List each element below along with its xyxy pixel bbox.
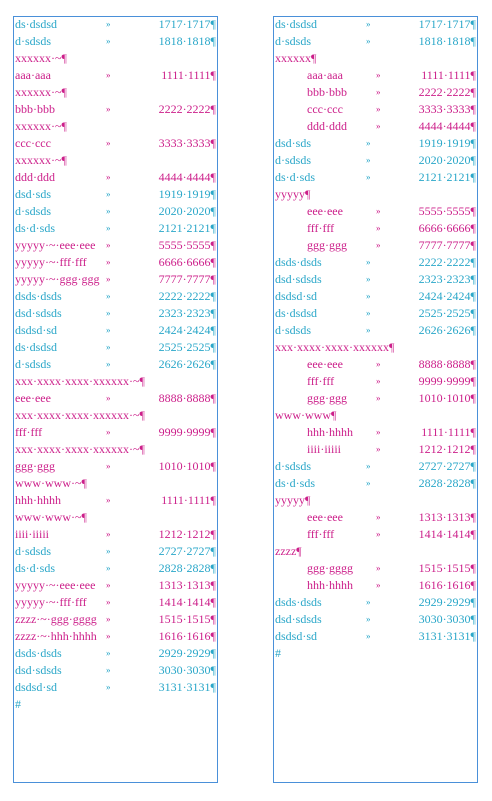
tab-marker-icon: » [106,631,111,641]
line-text: dsd·sdsds [15,306,62,320]
line-text: d·sdsds [275,153,312,167]
text-line[interactable] [274,305,477,322]
tab-marker-icon: » [106,580,111,590]
line-number-value: 1212·1212¶ [418,442,476,456]
line-text: xxx·xxxx·xxxx·xxxxxx¶ [275,340,395,354]
line-number-value: 2222·2222¶ [418,255,476,269]
text-line[interactable] [274,645,477,662]
line-text: # [275,646,281,660]
text-line[interactable] [14,577,217,594]
line-number-value: 2929·2929¶ [158,646,216,660]
text-line[interactable] [14,271,217,288]
text-line[interactable] [14,135,217,152]
text-line[interactable] [14,560,217,577]
tab-marker-icon: » [366,257,371,267]
line-text: fff·fff [307,374,335,388]
text-line[interactable] [274,135,477,152]
text-line[interactable] [14,50,217,67]
text-line[interactable] [274,390,477,407]
line-number-value: 8888·8888¶ [158,391,216,405]
line-text: dsdsd·sd [15,680,58,694]
tab-marker-icon: » [106,19,111,29]
line-text: dsd·sds [15,187,52,201]
text-line[interactable] [274,237,477,254]
line-number-value: 2525·2525¶ [158,340,216,354]
line-number-value: 5555·5555¶ [158,238,216,252]
tab-marker-icon: » [376,223,381,233]
line-text: ggg·ggg [307,238,347,252]
line-text: ds·d·sds [275,476,316,490]
line-number-value: 2020·2020¶ [158,204,216,218]
line-number-value: 1616·1616¶ [418,578,476,592]
line-text: fff·fff [307,527,335,541]
tab-marker-icon: » [366,138,371,148]
text-line[interactable] [14,509,217,526]
text-line[interactable] [14,526,217,543]
text-line[interactable] [274,526,477,543]
line-text: d·sdsds [15,357,52,371]
line-number-value: 2727·2727¶ [418,459,476,473]
text-line[interactable] [274,33,477,50]
line-text: ccc·ccc [15,136,51,150]
tab-marker-icon: » [106,189,111,199]
line-text: xxxxxx¶ [275,51,317,65]
text-line[interactable] [274,424,477,441]
line-text: dsds·dsds [275,595,322,609]
line-number-value: 7777·7777¶ [418,238,476,252]
text-line[interactable] [274,441,477,458]
line-text: ggg·ggg [15,459,55,473]
line-number-value: 2929·2929¶ [418,595,476,609]
line-text: yyyyy¶ [275,187,311,201]
line-number-value: 2222·2222¶ [418,85,476,99]
line-text: zzzz·~·ggg·gggg [15,612,97,626]
line-text: yyyyy·~·eee·eee [15,578,96,592]
text-line[interactable] [274,322,477,339]
tab-marker-icon: » [106,240,111,250]
text-line[interactable] [274,611,477,628]
line-number-value: 2020·2020¶ [418,153,476,167]
line-text: xxx·xxxx·xxxx·xxxxxx·~¶ [15,408,145,422]
tab-marker-icon: » [106,461,111,471]
text-line[interactable] [14,628,217,645]
line-number-value: 2525·2525¶ [418,306,476,320]
line-text: eee·eee [15,391,51,405]
tab-marker-icon: » [106,308,111,318]
text-line[interactable] [14,186,217,203]
line-text: xxxxxx·~¶ [15,85,67,99]
line-number-value: 1414·1414¶ [418,527,476,541]
tab-marker-icon: » [106,70,111,80]
tab-marker-icon: » [366,155,371,165]
text-line[interactable] [14,696,217,713]
text-line[interactable] [14,237,217,254]
line-number-value: 2828·2828¶ [418,476,476,490]
line-number-value: 2323·2323¶ [418,272,476,286]
text-line[interactable] [274,254,477,271]
text-line[interactable] [14,339,217,356]
line-number-value: 1616·1616¶ [158,629,216,643]
line-number-value: 5555·5555¶ [418,204,476,218]
tab-marker-icon: » [376,240,381,250]
tab-marker-icon: » [106,138,111,148]
text-line[interactable] [274,67,477,84]
line-text: eee·eee [307,204,343,218]
line-text: yyyyy·~·fff·fff [15,255,87,269]
text-line[interactable] [14,288,217,305]
text-line[interactable] [14,322,217,339]
text-line[interactable] [274,492,477,509]
line-text: ds·d·sds [15,561,56,575]
tab-marker-icon: » [376,529,381,539]
text-line[interactable] [274,373,477,390]
tab-marker-icon: » [366,36,371,46]
line-number-value: 9999·9999¶ [418,374,476,388]
text-line[interactable] [14,645,217,662]
line-number-value: 1010·1010¶ [158,459,216,473]
tab-marker-icon: » [106,291,111,301]
line-number-value: 3030·3030¶ [158,663,216,677]
text-line[interactable] [274,152,477,169]
line-text: ds·dsdsd [15,17,58,31]
text-line[interactable] [14,152,217,169]
tab-marker-icon: » [376,512,381,522]
line-number-value: 1010·1010¶ [418,391,476,405]
tab-marker-icon: » [106,393,111,403]
line-text: xxxxxx·~¶ [15,119,67,133]
tab-marker-icon: » [366,308,371,318]
tab-marker-icon: » [106,529,111,539]
text-line[interactable] [14,101,217,118]
line-text: ddd·ddd [307,119,347,133]
text-line[interactable] [274,271,477,288]
text-line[interactable] [14,67,217,84]
tab-marker-icon: » [366,291,371,301]
line-text: ggg·ggg [307,391,347,405]
line-number-value: 1111·1111¶ [161,493,216,507]
line-text: dsd·sds [275,136,312,150]
tab-marker-icon: » [366,19,371,29]
line-text: dsd·sdsds [15,663,62,677]
tab-marker-icon: » [376,427,381,437]
line-number-value: 3030·3030¶ [418,612,476,626]
tab-marker-icon: » [376,104,381,114]
line-number-value: 1313·1313¶ [418,510,476,524]
line-number-value: 2121·2121¶ [418,170,476,184]
tab-marker-icon: » [106,104,111,114]
tab-marker-icon: » [106,359,111,369]
text-line[interactable] [14,458,217,475]
tab-marker-icon: » [366,631,371,641]
text-line[interactable] [274,118,477,135]
tab-marker-icon: » [376,359,381,369]
line-number-value: 1111·1111¶ [161,68,216,82]
tab-marker-icon: » [366,172,371,182]
text-line[interactable] [14,441,217,458]
tab-marker-icon: » [106,682,111,692]
line-number-value: 1111·1111¶ [421,68,476,82]
line-text: hhh·hhhh [15,493,61,507]
line-number-value: 4444·4444¶ [158,170,216,184]
line-text: yyyyy·~·ggg·ggg [15,272,100,286]
line-number-value: 2121·2121¶ [158,221,216,235]
line-text: ds·d·sds [275,170,316,184]
line-number-value: 1919·1919¶ [418,136,476,150]
tab-marker-icon: » [106,563,111,573]
text-line[interactable] [274,16,477,33]
line-text: d·sdsds [15,204,52,218]
tab-marker-icon: » [106,172,111,182]
text-line[interactable] [274,543,477,560]
text-line[interactable] [14,305,217,322]
line-text: d·sdsds [275,459,312,473]
line-number-value: 8888·8888¶ [418,357,476,371]
line-text: bbb·bbb [15,102,55,116]
line-number-value: 1515·1515¶ [158,612,216,626]
tab-marker-icon: » [106,342,111,352]
line-text: bbb·bbb [307,85,347,99]
text-line[interactable] [274,356,477,373]
tab-marker-icon: » [366,461,371,471]
left-text-frame[interactable] [13,16,218,783]
tab-marker-icon: » [376,393,381,403]
line-number-value: 7777·7777¶ [158,272,216,286]
line-number-value: 1717·1717¶ [158,17,216,31]
tab-marker-icon: » [366,614,371,624]
line-text: dsd·sdsds [275,272,322,286]
line-text: ds·dsdsd [15,340,58,354]
line-text: aaa·aaa [307,68,343,82]
line-text: dsdsd·sd [275,289,318,303]
text-line[interactable] [274,169,477,186]
text-line[interactable] [274,101,477,118]
line-text: yyyyy·~·eee·eee [15,238,96,252]
tab-marker-icon: » [106,427,111,437]
line-text: ds·dsdsd [275,306,318,320]
tab-marker-icon: » [366,274,371,284]
line-number-value: 2626·2626¶ [418,323,476,337]
text-line[interactable] [14,611,217,628]
line-number-value: 3333·3333¶ [158,136,216,150]
line-text: hhh·hhhh [307,425,353,439]
line-text: fff·fff [307,221,335,235]
text-line[interactable] [14,356,217,373]
line-text: zzzz¶ [275,544,302,558]
line-text: xxx·xxxx·xxxx·xxxxxx·~¶ [15,442,145,456]
line-text: dsds·dsds [15,289,62,303]
line-number-value: 6666·6666¶ [158,255,216,269]
tab-marker-icon: » [106,546,111,556]
tab-marker-icon: » [106,665,111,675]
text-line[interactable] [14,84,217,101]
text-line[interactable] [274,594,477,611]
line-number-value: 3333·3333¶ [418,102,476,116]
line-text: ccc·ccc [307,102,343,116]
line-number-value: 3131·3131¶ [158,680,216,694]
line-number-value: 3131·3131¶ [418,629,476,643]
tab-marker-icon: » [106,257,111,267]
tab-marker-icon: » [106,597,111,607]
text-line[interactable] [14,492,217,509]
line-number-value: 1717·1717¶ [418,17,476,31]
line-text: fff·fff [15,425,43,439]
line-number-value: 2222·2222¶ [158,102,216,116]
line-text: ds·dsdsd [275,17,318,31]
tab-marker-icon: » [376,70,381,80]
tab-marker-icon: » [366,325,371,335]
line-text: dsds·dsds [275,255,322,269]
tab-marker-icon: » [106,648,111,658]
text-line[interactable] [274,577,477,594]
text-line[interactable] [14,118,217,135]
right-text-frame[interactable] [273,16,478,783]
line-text: aaa·aaa [15,68,51,82]
text-line[interactable] [274,628,477,645]
text-line[interactable] [274,509,477,526]
text-line[interactable] [274,203,477,220]
text-line[interactable] [14,254,217,271]
text-line[interactable] [14,594,217,611]
line-text: d·sdsds [275,34,312,48]
tab-marker-icon: » [366,597,371,607]
text-line[interactable] [274,288,477,305]
tab-marker-icon: » [106,614,111,624]
tab-marker-icon: » [106,36,111,46]
text-line[interactable] [14,203,217,220]
line-text: iiii·iiiii [15,527,50,541]
line-text: ggg·gggg [307,561,353,575]
line-text: d·sdsds [275,323,312,337]
text-line[interactable] [274,50,477,67]
tab-marker-icon: » [366,478,371,488]
line-number-value: 2424·2424¶ [418,289,476,303]
text-line[interactable] [14,16,217,33]
line-number-value: 2222·2222¶ [158,289,216,303]
line-number-value: 9999·9999¶ [158,425,216,439]
text-line[interactable] [274,475,477,492]
line-text: dsdsd·sd [275,629,318,643]
line-text: ds·d·sds [15,221,56,235]
line-number-value: 2828·2828¶ [158,561,216,575]
line-number-value: 1212·1212¶ [158,527,216,541]
line-text: yyyyy¶ [275,493,311,507]
line-number-value: 1414·1414¶ [158,595,216,609]
line-text: www·www·~¶ [15,510,87,524]
line-number-value: 6666·6666¶ [418,221,476,235]
text-line[interactable] [14,407,217,424]
line-text: d·sdsds [15,544,52,558]
tab-marker-icon: » [376,444,381,454]
text-line[interactable] [14,373,217,390]
tab-marker-icon: » [376,206,381,216]
text-line[interactable] [14,662,217,679]
text-line[interactable] [274,560,477,577]
line-number-value: 2626·2626¶ [158,357,216,371]
line-number-value: 2424·2424¶ [158,323,216,337]
line-text: xxxxxx·~¶ [15,51,67,65]
line-text: hhh·hhhh [307,578,353,592]
line-text: eee·eee [307,357,343,371]
text-line[interactable] [14,390,217,407]
line-number-value: 1111·1111¶ [421,425,476,439]
line-text: zzzz·~·hhh·hhhh [15,629,97,643]
tab-marker-icon: » [106,223,111,233]
text-line[interactable] [274,407,477,424]
line-text: dsd·sdsds [275,612,322,626]
text-line[interactable] [14,679,217,696]
tab-marker-icon: » [106,274,111,284]
tab-marker-icon: » [376,580,381,590]
line-number-value: 2323·2323¶ [158,306,216,320]
line-text: dsds·dsds [15,646,62,660]
text-line[interactable] [274,186,477,203]
line-text: eee·eee [307,510,343,524]
line-number-value: 1818·1818¶ [158,34,216,48]
line-number-value: 1818·1818¶ [418,34,476,48]
tab-marker-icon: » [376,87,381,97]
tab-marker-icon: » [106,495,111,505]
line-text: ddd·ddd [15,170,55,184]
text-line[interactable] [14,424,217,441]
line-text: xxxxxx·~¶ [15,153,67,167]
text-line[interactable] [274,220,477,237]
line-text: xxx·xxxx·xxxx·xxxxxx·~¶ [15,374,145,388]
text-line[interactable] [274,458,477,475]
line-text: www·www·~¶ [15,476,87,490]
line-text: www·www¶ [275,408,337,422]
text-line[interactable] [14,475,217,492]
tab-marker-icon: » [106,206,111,216]
text-line[interactable] [14,543,217,560]
line-text: yyyyy·~·fff·fff [15,595,87,609]
line-number-value: 4444·4444¶ [418,119,476,133]
line-number-value: 1515·1515¶ [418,561,476,575]
tab-marker-icon: » [376,376,381,386]
line-number-value: 1919·1919¶ [158,187,216,201]
line-number-value: 1313·1313¶ [158,578,216,592]
tab-marker-icon: » [106,325,111,335]
text-line[interactable] [14,220,217,237]
line-text: dsdsd·sd [15,323,58,337]
line-text: # [15,697,21,711]
text-line[interactable] [274,339,477,356]
text-line[interactable] [14,33,217,50]
tab-marker-icon: » [376,121,381,131]
line-text: iiii·iiiii [307,442,342,456]
tab-marker-icon: » [376,563,381,573]
text-line[interactable] [274,84,477,101]
line-number-value: 2727·2727¶ [158,544,216,558]
line-text: d·sdsds [15,34,52,48]
text-line[interactable] [14,169,217,186]
